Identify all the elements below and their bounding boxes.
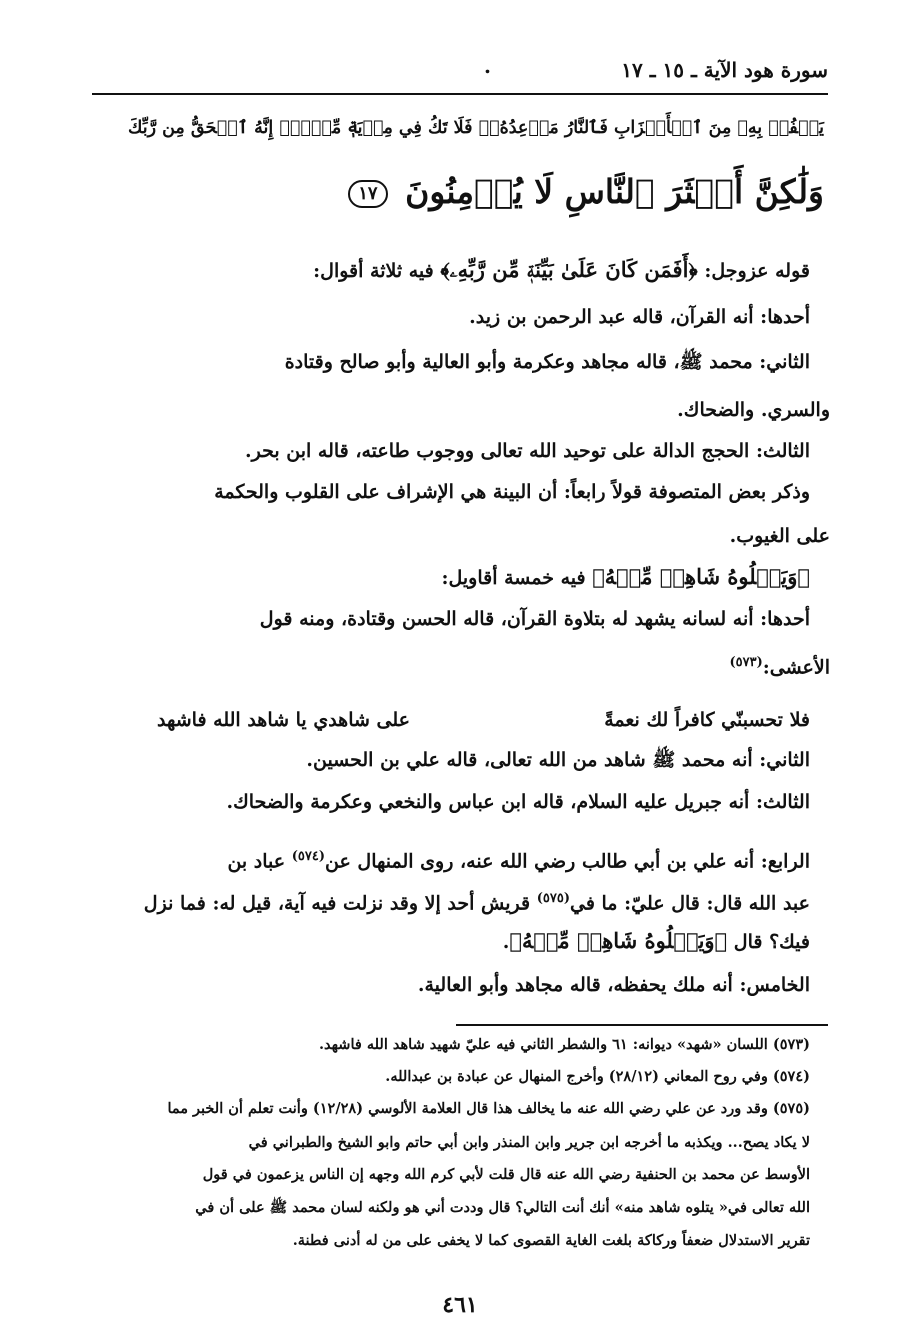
paragraph-10-line-3 <box>503 929 810 954</box>
footnote-575-line-3: الأوسط عن محمد بن الحنفية رضي الله عنه قال قلت لأبي كرم الله وجهه إن الناس يزعمون في قول <box>202 1166 810 1183</box>
footnote-575-line-4: الله تعالى في« يتلوه شاهد منه» أنك أنت التالي؟ قال وددت أني هو ولكنه لسان محمد ﷺ على أن في <box>195 1199 810 1216</box>
quran-verse-line-2 <box>112 172 824 212</box>
p10-l1-tail: عباد بن <box>227 850 292 873</box>
paragraph-6 <box>441 565 810 590</box>
footnote-ref-574[interactable]: (٥٧٤) <box>291 849 326 864</box>
footnote-575-line-2: لا يكاد يصح... ويكذبه ما أخرجه ابن جرير وابن المنذر وابن أبي حاتم وابو الشيخ والطبراني في <box>248 1134 810 1151</box>
p10-l3-tail: . <box>502 931 510 953</box>
footnote-573: (٥٧٣) اللسان «شهد» ديوانه: ٦١ والشطر الثاني فيه عليّ شهيد شاهد الله فاشهد. <box>318 1036 810 1053</box>
page-number: ٤٦١ <box>442 1292 478 1318</box>
paragraph-7-line-1: أحدها: أنه لسانه يشهد له بتلاوة القرآن، قاله الحسن وقتادة، ومنه قول <box>259 608 810 630</box>
p10-l2-tail: قريش أحد إلا وقد نزلت فيه آية، قيل له: فما نزل <box>143 892 537 915</box>
p6-tail: فيه خمسة أقاويل: <box>441 567 593 589</box>
p10-l2-text: عبد الله قال: قال عليّ: ما في <box>569 892 810 915</box>
p10-quote: ﴿وَيَتۡلُوهُ شَاهِدٞ مِّنۡهُ﴾ <box>509 928 728 953</box>
footnote-575-line-5: تقرير الاستدلال ضعفاً وركاكة بلغت الغاية القصوى كما لا يخفى على من له أدنى فطنة. <box>292 1232 810 1249</box>
p10-l1-text: الرابع: أنه علي بن أبي طالب رضي الله عنه، روى المنهال عن <box>325 850 810 873</box>
running-header <box>92 54 828 88</box>
paragraph-2: أحدها: أنه القرآن، قاله عبد الرحمن بن زيد. <box>469 306 810 328</box>
poem-hemistich-1: فلا تحسبنّي كافراً لك نعمةً <box>604 709 810 731</box>
p10-l3-text: فيك؟ قال <box>727 931 810 953</box>
verse-text-2: وَلَٰكِنَّ أَكۡثَرَ ٱلنَّاسِ لَا يُؤۡمِنُونَ <box>405 172 824 211</box>
paragraph-9: الثالث: أنه جبريل عليه السلام، قاله ابن عباس والنخعي وعكرمة والضحاك. <box>226 791 810 813</box>
paragraph-1 <box>313 258 810 283</box>
paragraph-5-line-1: وذكر بعض المتصوفة قولاً رابعاً: أن البينة هي الإشراف على القلوب والحكمة <box>214 481 810 503</box>
footnote-separator <box>456 1024 828 1026</box>
quran-verse-line-1 <box>112 118 824 139</box>
p6-quote: ﴿وَيَتۡلُوهُ شَاهِدٞ مِّنۡهُ﴾ <box>592 564 810 589</box>
paragraph-5-line-2: على الغيوب. <box>729 525 830 547</box>
footnote-574: (٥٧٤) وفي روح المعاني (٢٨/١٢) وأخرج المنهال عن عبادة بن عبدالله. <box>385 1068 810 1085</box>
paragraph-7-line-2 <box>729 651 830 679</box>
paragraph-3-line-1: الثاني: محمد ﷺ، قاله مجاهد وعكرمة وأبو العالية وأبو صالح وقتادة <box>284 351 810 373</box>
verse-text-1: يَكۡفُرۡ بِهِۦ مِنَ ٱلۡأَحۡزَابِ فَٱلنَّارُ مَوۡعِدُهُۥۚ فَلَا تَكُ فِي مِرۡيَةٖ مِّنۡهُۚ إِنَّهُ ٱلۡحَقُّ مِن رَّبِّكَ <box>127 118 824 138</box>
header-title: سورة هود الآية ـ ١٥ ـ ١٧ <box>621 58 828 82</box>
footnote-ref-573[interactable]: (٥٧٣) <box>729 655 763 670</box>
footnote-ref-575[interactable]: (٥٧٥) <box>536 891 570 906</box>
header-rule <box>92 93 828 95</box>
p7-text: الأعشى: <box>762 656 830 679</box>
p1-quote: ﴿أَفَمَن كَانَ عَلَىٰ بَيِّنَةٖ مِّن رَّبِّهِۦ﴾ <box>440 257 698 282</box>
verse-number-badge: ١٧ <box>348 180 387 208</box>
paragraph-11: الخامس: أنه ملك يحفظه، قاله مجاهد وأبو العالية. <box>417 974 810 996</box>
paragraph-8: الثاني: أنه محمد ﷺ شاهد من الله تعالى، قاله علي بن الحسين. <box>306 749 810 771</box>
footnote-575-line-1: (٥٧٥) وقد ورد عن علي رضي الله عنه ما يخالف هذا قال العلامة الألوسي (١٢/٢٨) وأنت تعلم أن الخبر مما <box>167 1100 810 1117</box>
poem-hemistich-2: على شاهدي يا شاهد الله فاشهد <box>157 709 410 731</box>
header-dot: . <box>484 54 491 78</box>
p1-tail: فيه ثلاثة أقوال: <box>313 260 441 282</box>
paragraph-10-line-2 <box>144 887 810 915</box>
p1-intro: قوله عزوجل: <box>697 260 810 282</box>
paragraph-4: الثالث: الحجج الدالة على توحيد الله تعالى ووجوب طاعته، قاله ابن بحر. <box>244 440 810 462</box>
paragraph-10-line-1 <box>227 845 810 873</box>
paragraph-3-line-2: والسري. والضحاك. <box>677 399 830 421</box>
